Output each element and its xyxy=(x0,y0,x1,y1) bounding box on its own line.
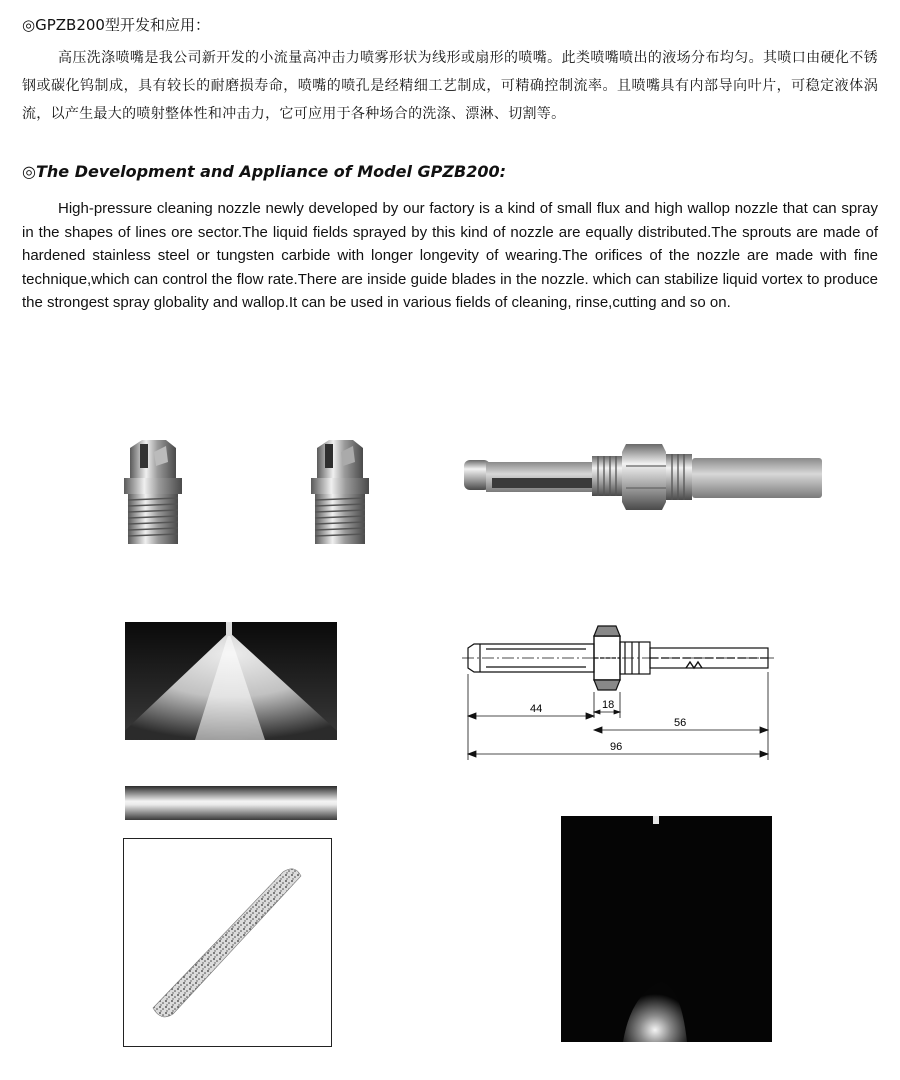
line-spray-pattern xyxy=(123,838,332,1047)
dimension-96-label: 96 xyxy=(610,741,623,753)
english-heading-text: The Development and Appliance of Model GPZB200: xyxy=(35,162,506,181)
spray-strip-photo xyxy=(125,786,337,820)
chinese-section-heading: ◎GPZB200型开发和应用： xyxy=(22,16,210,34)
extension-nozzle-photo xyxy=(462,438,824,518)
english-section-heading xyxy=(22,162,506,181)
dimension-18-label: 18 xyxy=(602,699,615,711)
jet-spray-photo xyxy=(561,816,772,1042)
chinese-description-paragraph: 高压洗涤喷嘴是我公司新开发的小流量高冲击力喷雾形状为线形或扇形的喷嘴。此类喷嘴喷出的液场分布均匀。其喷口由硬化不锈钢或碳化钨制成，具有较长的耐磨损寿命，喷嘴的喷孔是经精细工艺制成，可精确控制流率。且喷嘴具有内部导向叶片，可稳定液体涡流，以产生最大的喷射整体性和冲击力，它可应用于各种场合的洗涤、漂淋、切割等。 xyxy=(22,50,878,122)
dimension-44-label: 44 xyxy=(530,703,543,715)
nozzle-photo-center xyxy=(305,438,377,550)
heading-bullet-mark: ◎ xyxy=(22,162,36,181)
english-description-paragraph: High-pressure cleaning nozzle newly developed by our factory is a kind of small flux and high wallop nozzle that can spray in the shapes of lines ore sector.The liquid fields sprayed by this kind of nozzle are equally distributed.The sprouts are made of hardened stainless steel or tungsten carbide with longer longevity of wearing.The orifices of the nozzle are made with fine technique,which can control the flow rate.There are inside guide blades in the nozzle. which can stabilize liquid vortex to produce the strongest spray globality and wallop.It can be used in various fields of cleaning, rinse,cutting and so on. xyxy=(22,200,878,311)
technical-drawing xyxy=(460,622,778,762)
dimension-56-label: 56 xyxy=(674,717,687,729)
fan-spray-photo xyxy=(125,622,337,740)
nozzle-photo-left xyxy=(118,438,190,550)
